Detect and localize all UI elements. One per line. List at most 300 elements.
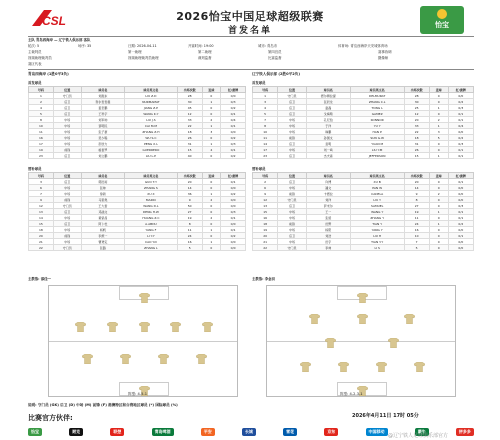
- roster-number: 21: [29, 239, 54, 245]
- page-subtitle: 首发名单: [227, 26, 272, 36]
- roster-goals: 0: [202, 203, 221, 209]
- roster-appearances: 12: [404, 111, 429, 117]
- roster-cards: 0/1: [448, 153, 473, 159]
- roster-english-name: GUERRERO: [125, 147, 178, 153]
- player-shirt-icon: [338, 357, 349, 367]
- roster-number: 18: [29, 227, 54, 233]
- roster-position-header: 位置: [278, 173, 306, 179]
- roster-player-name: 田宇: [306, 239, 350, 245]
- roster-goals: 5: [429, 135, 448, 141]
- roster-cards: 0/2: [448, 135, 473, 141]
- roster-cards: 0/1: [221, 111, 246, 117]
- roster-goals: 0: [429, 245, 448, 251]
- roster-appearances: 15: [404, 153, 429, 159]
- roster-number: 7: [29, 191, 54, 197]
- table-row: [253, 153, 474, 159]
- roster-number: 5: [253, 111, 278, 117]
- roster-position: 守门员: [278, 245, 306, 251]
- roster-player-name: 徐新: [81, 191, 124, 197]
- roster-appearances: 33: [177, 117, 202, 123]
- partners-title: 比赛官方伙伴:: [28, 414, 73, 422]
- roster-position: 中场: [278, 215, 306, 221]
- roster-cards: 0/0: [221, 185, 246, 191]
- roster-goals-header: 进球: [202, 173, 221, 179]
- roster-appearances-header: 出场次数: [404, 87, 429, 93]
- roster-position: 守门员: [278, 93, 306, 99]
- roster-player-name: 阿卜杜: [81, 221, 124, 227]
- roster-number: 16: [29, 135, 54, 141]
- roster-position: 中场: [278, 239, 306, 245]
- roster-english-name: CADELA: [350, 191, 404, 197]
- roster-player-name: 刘振东: [81, 93, 124, 99]
- roster-position: 守门员: [53, 203, 81, 209]
- roster-player-name: 杨阳: [306, 227, 350, 233]
- roster-position-header: 位置: [53, 87, 81, 93]
- roster-player-name: 戈梅斯: [306, 111, 350, 117]
- roster-player-name-header: 球员名: [81, 87, 124, 93]
- roster-number: 19: [29, 147, 54, 153]
- roster-player-name: 德尔穆拉提: [306, 93, 350, 99]
- roster-english-name: LIU Y: [350, 197, 404, 203]
- official-var: 视频助理裁判员: [28, 56, 52, 60]
- roster-number: 8: [29, 117, 54, 123]
- roster-english-name: DELMURAT: [350, 93, 404, 99]
- roster-player-name: 刘军帅: [81, 117, 124, 123]
- official-host-rep: 赛区代表: [28, 62, 42, 66]
- roster-number: 22: [253, 245, 278, 251]
- roster-player-name: 曹赟定: [81, 239, 124, 245]
- roster-number: 14: [253, 141, 278, 147]
- roster-appearances: 11: [404, 215, 429, 221]
- roster-cards: 0/0: [448, 93, 473, 99]
- roster-english-name: ZHANG C.L: [350, 99, 404, 105]
- roster-goals: 0: [202, 93, 221, 99]
- roster-player-name: 黄紫昌: [81, 215, 124, 221]
- roster-player-name: 李源一: [81, 233, 124, 239]
- roster-position: 后卫: [278, 203, 306, 209]
- roster-appearances: 20: [404, 117, 429, 123]
- roster-number: 1: [29, 93, 54, 99]
- csl-logo-text: CSL: [42, 14, 66, 28]
- away-formation-pitch: [266, 285, 456, 397]
- roster-appearances: 9: [177, 197, 202, 203]
- roster-appearances: 12: [177, 111, 202, 117]
- roster-cards: 0/0: [448, 185, 473, 191]
- roster-appearances: 11: [177, 227, 202, 233]
- roster-english-name-header: 球员英文名: [350, 87, 404, 93]
- roster-appearances: 14: [404, 185, 429, 191]
- roster-position: 中场: [278, 227, 306, 233]
- roster-player-name-header: 球员名: [306, 173, 350, 179]
- player-shirt-icon: [82, 349, 93, 359]
- roster-position: 前锋: [278, 191, 306, 197]
- roster-english-name: LIU J.S: [125, 117, 178, 123]
- sponsor-logo: [420, 6, 464, 34]
- sponsor-logo: 平安: [201, 428, 215, 436]
- roster-english-name-header: 球员英文名: [125, 173, 178, 179]
- roster-cards: 0/1: [448, 147, 473, 153]
- roster-player-name: 邓涵文: [81, 209, 124, 215]
- roster-position-header: 位置: [278, 87, 306, 93]
- roster-player-name: 刘立鹏: [81, 153, 124, 159]
- away-subs-table: [252, 172, 474, 251]
- roster-cards: 0/0: [221, 93, 246, 99]
- roster-english-name: WANG K.Y: [125, 111, 178, 117]
- roster-position: 中场: [278, 123, 306, 129]
- roster-appearances: 16: [404, 227, 429, 233]
- away-team-header: 辽宁铁人俱乐部 (2胜0平2负): [252, 72, 300, 76]
- roster-number: 23: [253, 153, 278, 159]
- player-shirt-icon: [376, 357, 387, 367]
- roster-number: 3: [29, 179, 54, 185]
- roster-goals: 0: [429, 203, 448, 209]
- roster-position: 中场: [53, 141, 81, 147]
- roster-goals: 0: [429, 141, 448, 147]
- roster-player-name: 张路: [81, 245, 124, 251]
- roster-english-name: SUN G.W: [350, 135, 404, 141]
- roster-appearances: 26: [177, 135, 202, 141]
- roster-english-name: YU Y: [350, 123, 404, 129]
- away-subs-label: 替补球员: [252, 167, 266, 171]
- roster-appearances: 30: [177, 99, 202, 105]
- roster-english-name: TIAN Y: [350, 221, 404, 227]
- roster-player-name: 童磊: [306, 105, 350, 111]
- roster-number: 8: [253, 123, 278, 129]
- sponsor-logo: 联想: [110, 428, 124, 436]
- roster-cards: 0/2: [221, 233, 246, 239]
- roster-player-name: 努尔麦麦提: [81, 99, 124, 105]
- player-shirt-icon: [388, 333, 399, 343]
- roster-goals: 1: [202, 191, 221, 197]
- player-shirt-icon: [139, 317, 150, 327]
- roster-goals: 0: [429, 185, 448, 191]
- roster-position: 后卫: [278, 179, 306, 185]
- home-subs-table: [28, 172, 246, 251]
- roster-player-name: 杰夫森: [306, 153, 350, 159]
- roster-english-name: ZHANG Z.H: [125, 129, 178, 135]
- official-coordinator: 赛事协调: [378, 50, 392, 54]
- roster-player-name-header: 球员名: [306, 87, 350, 93]
- roster-player-name: 马里奥: [81, 197, 124, 203]
- player-shirt-icon: [120, 349, 131, 359]
- roster-number: 15: [253, 209, 278, 215]
- roster-goals: 1: [429, 123, 448, 129]
- roster-number: 13: [253, 203, 278, 209]
- roster-player-name: 于洋: [306, 123, 350, 129]
- roster-position: 后卫: [53, 111, 81, 117]
- roster-goals: 0: [429, 93, 448, 99]
- release-timestamp: 2026年4月11日 17时 05分: [352, 413, 419, 419]
- player-shirt-icon: [404, 309, 415, 319]
- official-fourth: 第四官员: [268, 50, 282, 54]
- match-stadium: 体育场: 青岛西海岸天安城体育场: [338, 44, 388, 48]
- roster-number: 21: [253, 239, 278, 245]
- sponsor-logo: 京东: [324, 428, 338, 436]
- roster-position: 中场: [53, 135, 81, 141]
- roster-number: 10: [29, 123, 54, 129]
- match-date: 日期: 2026-04-11: [128, 44, 157, 48]
- player-shirt-icon: [158, 349, 169, 359]
- roster-english-name: JIANG Z.P: [125, 105, 178, 111]
- roster-goals: 0: [202, 105, 221, 111]
- roster-number: 13: [29, 209, 54, 215]
- roster-number: 14: [29, 215, 54, 221]
- roster-player-name: 王大雷: [81, 203, 124, 209]
- roster-cards: 0/1: [448, 117, 473, 123]
- roster-cards: 0/3: [448, 105, 473, 111]
- roster-cards: 0/0: [448, 245, 473, 251]
- roster-english-name: ZHANG Y: [350, 215, 404, 221]
- roster-english-name: HAN P: [350, 129, 404, 135]
- roster-cards: 0/0: [221, 197, 246, 203]
- roster-position: 中场: [53, 185, 81, 191]
- roster-number: 4: [29, 105, 54, 111]
- roster-cards: 0/1: [221, 147, 246, 153]
- roster-cards: 0/1: [448, 179, 473, 185]
- roster-player-name: 刘洋: [306, 197, 350, 203]
- player-shirt-icon: [357, 309, 368, 319]
- roster-cards: 0/2: [448, 99, 473, 105]
- roster-cards-header: 红/黄牌: [221, 87, 246, 93]
- roster-english-name: TONG L: [350, 105, 404, 111]
- roster-position: 后卫: [53, 179, 81, 185]
- roster-appearances: 8: [404, 197, 429, 203]
- roster-english-name: GUO T.Y: [125, 179, 178, 185]
- roster-appearances: 26: [404, 147, 429, 153]
- roster-appearances: 19: [177, 215, 202, 221]
- roster-cards: 0/2: [221, 153, 246, 159]
- roster-position: 守门员: [278, 197, 306, 203]
- roster-goals: 0: [202, 179, 221, 185]
- roster-appearances: 31: [177, 141, 202, 147]
- roster-cards: 0/2: [221, 135, 246, 141]
- roster-number: 17: [253, 147, 278, 153]
- official-avar: 视频助理裁判员助理: [128, 56, 159, 60]
- roster-cards: 0/0: [221, 203, 246, 209]
- roster-position: 后卫: [278, 105, 306, 111]
- roster-position: 中场: [53, 117, 81, 123]
- roster-appearances: 10: [404, 233, 429, 239]
- roster-goals: 2: [429, 117, 448, 123]
- roster-appearances: 36: [177, 191, 202, 197]
- roster-appearances: 40: [177, 153, 202, 159]
- roster-cards: 0/0: [448, 191, 473, 197]
- roster-appearances: 27: [404, 203, 429, 209]
- roster-player-name: 刘一鸣: [306, 147, 350, 153]
- roster-english-name: HUANG Z.C: [125, 215, 178, 221]
- roster-number-header: 号码: [29, 173, 54, 179]
- roster-player-name: 郭田雨: [81, 179, 124, 185]
- roster-appearances: 16: [177, 239, 202, 245]
- roster-goals: 0: [429, 239, 448, 245]
- player-shirt-icon: [300, 357, 311, 367]
- roster-number: 9: [253, 191, 278, 197]
- roster-position: 中场: [53, 215, 81, 221]
- table-row: [29, 153, 246, 159]
- player-shirt-icon: [309, 309, 320, 319]
- roster-position: 后卫: [53, 153, 81, 159]
- roster-player-name: 张辰龙: [306, 99, 350, 105]
- roster-goals: 1: [202, 123, 221, 129]
- roster-goals: 1: [429, 209, 448, 215]
- player-shirt-icon: [139, 288, 150, 298]
- roster-goals: 0: [202, 245, 221, 251]
- roster-number: 10: [253, 129, 278, 135]
- roster-english-name: XU X: [125, 191, 178, 197]
- roster-appearances: 28: [404, 93, 429, 99]
- roster-position: 守门员: [53, 245, 81, 251]
- player-shirt-icon: [202, 317, 213, 327]
- roster-position: 前锋: [53, 233, 81, 239]
- roster-position: 前锋: [53, 197, 81, 203]
- roster-number: 1: [253, 93, 278, 99]
- roster-english-name: ZHANG L: [125, 245, 178, 251]
- roster-english-name: LIU L.P: [125, 153, 178, 159]
- roster-goals: 0: [202, 111, 221, 117]
- table-row: [29, 245, 246, 251]
- roster-position: 中场: [278, 129, 306, 135]
- roster-cards: 0/4: [221, 117, 246, 123]
- roster-player-name: 王科宇: [81, 111, 124, 117]
- roster-goals: 2: [202, 215, 221, 221]
- roster-appearances: 22: [404, 129, 429, 135]
- roster-position: 中场: [278, 209, 306, 215]
- home-coach: 主教练: 邵佳一: [28, 277, 51, 281]
- roster-number: 2: [253, 179, 278, 185]
- roster-goals: 1: [429, 105, 448, 111]
- roster-number: 20: [253, 233, 278, 239]
- roster-position-header: 位置: [53, 173, 81, 179]
- roster-appearances: 50: [177, 203, 202, 209]
- roster-position: 后卫: [278, 111, 306, 117]
- roster-appearances-header: 出场次数: [404, 173, 429, 179]
- roster-player-name: 张帅: [81, 185, 124, 191]
- player-shirt-icon: [170, 317, 181, 327]
- roster-english-name: SAMUEL: [350, 203, 404, 209]
- roster-number: 11: [253, 135, 278, 141]
- roster-goals: 1: [202, 227, 221, 233]
- roster-goals: 0: [202, 135, 221, 141]
- roster-english-name: LIU Y.M: [350, 147, 404, 153]
- roster-appearances: 15: [177, 147, 202, 153]
- roster-english-name: CAO Y.D: [125, 239, 178, 245]
- roster-position: 前锋: [53, 147, 81, 153]
- official-commissioner: 裁判监督: [198, 56, 212, 60]
- official-ar2: 第二助理: [198, 50, 212, 54]
- roster-english-name-header: 球员英文名: [350, 173, 404, 179]
- roster-cards: 0/0: [448, 197, 473, 203]
- roster-cards: 0/1: [221, 179, 246, 185]
- sponsor-logo: 长城: [242, 428, 256, 436]
- roster-number: 9: [29, 197, 54, 203]
- home-team-header: 青岛西海岸 (1胜0平3负): [28, 72, 69, 76]
- roster-goals: 0: [202, 185, 221, 191]
- home-formation-pitch: [48, 285, 238, 397]
- roster-goals: 0: [429, 111, 448, 117]
- roster-goals: 3: [202, 129, 221, 135]
- match-round: 轮次: 5: [28, 44, 40, 48]
- roster-number-header: 号码: [253, 87, 278, 93]
- roster-position: 中场: [53, 191, 81, 197]
- sponsor-logo: 耐克: [69, 428, 83, 436]
- roster-appearances: 28: [177, 93, 202, 99]
- player-shirt-icon: [196, 349, 207, 359]
- roster-number: 20: [29, 233, 54, 239]
- roster-goals: 0: [429, 197, 448, 203]
- roster-cards: 0/4: [448, 123, 473, 129]
- roster-english-name: PAN W: [350, 185, 404, 191]
- roster-english-name: A.ABDU: [125, 221, 178, 227]
- sponsor-logo-text: 怡宝: [435, 21, 449, 29]
- roster-goals: 3: [429, 129, 448, 135]
- roster-english-name: LI Y.Y: [125, 233, 178, 239]
- roster-player-name: 潘文: [306, 185, 350, 191]
- roster-appearances: 8: [177, 221, 202, 227]
- roster-position: 前锋: [278, 135, 306, 141]
- roster-cards: 0/1: [448, 233, 473, 239]
- roster-player-name: 王一: [306, 209, 350, 215]
- roster-cards: 0/3: [221, 99, 246, 105]
- roster-cards: 0/0: [448, 239, 473, 245]
- roster-appearances: 24: [177, 233, 202, 239]
- roster-position: 后卫: [278, 141, 306, 147]
- match-teams: 主队 青岛西海岸 — 辽宁铁人俱乐部 客队: [28, 38, 91, 42]
- roster-cards: 0/0: [221, 129, 246, 135]
- roster-player-name: 袁明: [306, 141, 350, 147]
- official-referee: 主裁判员: [28, 50, 42, 54]
- match-info: [28, 37, 474, 66]
- roster-cards: 0/3: [448, 203, 473, 209]
- roster-goals: 2: [202, 117, 221, 123]
- roster-english-name: NURMAMAT: [125, 99, 178, 105]
- roster-cards-header: 红/黄牌: [448, 173, 473, 179]
- official-ar1: 第一助理: [128, 50, 142, 54]
- roster-number-header: 号码: [253, 173, 278, 179]
- roster-appearances: 30: [404, 99, 429, 105]
- match-city: 城市: 青岛市: [258, 44, 278, 48]
- sponsor-logo: 中国移动: [366, 428, 388, 436]
- roster-player-name: 姜至鹏: [81, 105, 124, 111]
- sponsor-logo: 蒙牛: [415, 428, 429, 436]
- roster-english-name: KONNOR: [350, 117, 404, 123]
- roster-english-name: WANG D.L: [125, 203, 178, 209]
- sponsor-logo: 青岛啤酒: [152, 428, 174, 436]
- away-starters-label: 首发球员: [252, 81, 266, 85]
- roster-player-name: 杨帆: [81, 227, 124, 233]
- sponsor-logo: 怡宝: [28, 428, 42, 436]
- roster-cards: 0/2: [221, 191, 246, 197]
- roster-number: 16: [253, 215, 278, 221]
- roster-player-name: 吴少聪: [81, 135, 124, 141]
- roster-number: 2: [29, 99, 54, 105]
- roster-appearances-header: 出场次数: [177, 173, 202, 179]
- roster-goals-header: 进球: [429, 173, 448, 179]
- roster-position: 后卫: [278, 153, 306, 159]
- roster-player-name: 刘浩: [306, 233, 350, 239]
- roster-english-name: PENG X.L: [125, 141, 178, 147]
- roster-cards: 0/3: [221, 141, 246, 147]
- roster-cards: 0/1: [448, 111, 473, 117]
- roster-player-name: 萨米尔: [306, 203, 350, 209]
- match-number: 场序: 35: [78, 44, 92, 48]
- away-formation-label: 阵型: 4-2-3-1: [340, 392, 363, 396]
- away-coach: 主教练: 李金羽: [252, 277, 275, 281]
- roster-appearances: 24: [404, 221, 429, 227]
- roster-position: 后卫: [278, 99, 306, 105]
- roster-player-name: 格雷罗: [81, 147, 124, 153]
- home-starters-label: 首发球员: [28, 81, 42, 85]
- roster-goals: 1: [202, 239, 221, 245]
